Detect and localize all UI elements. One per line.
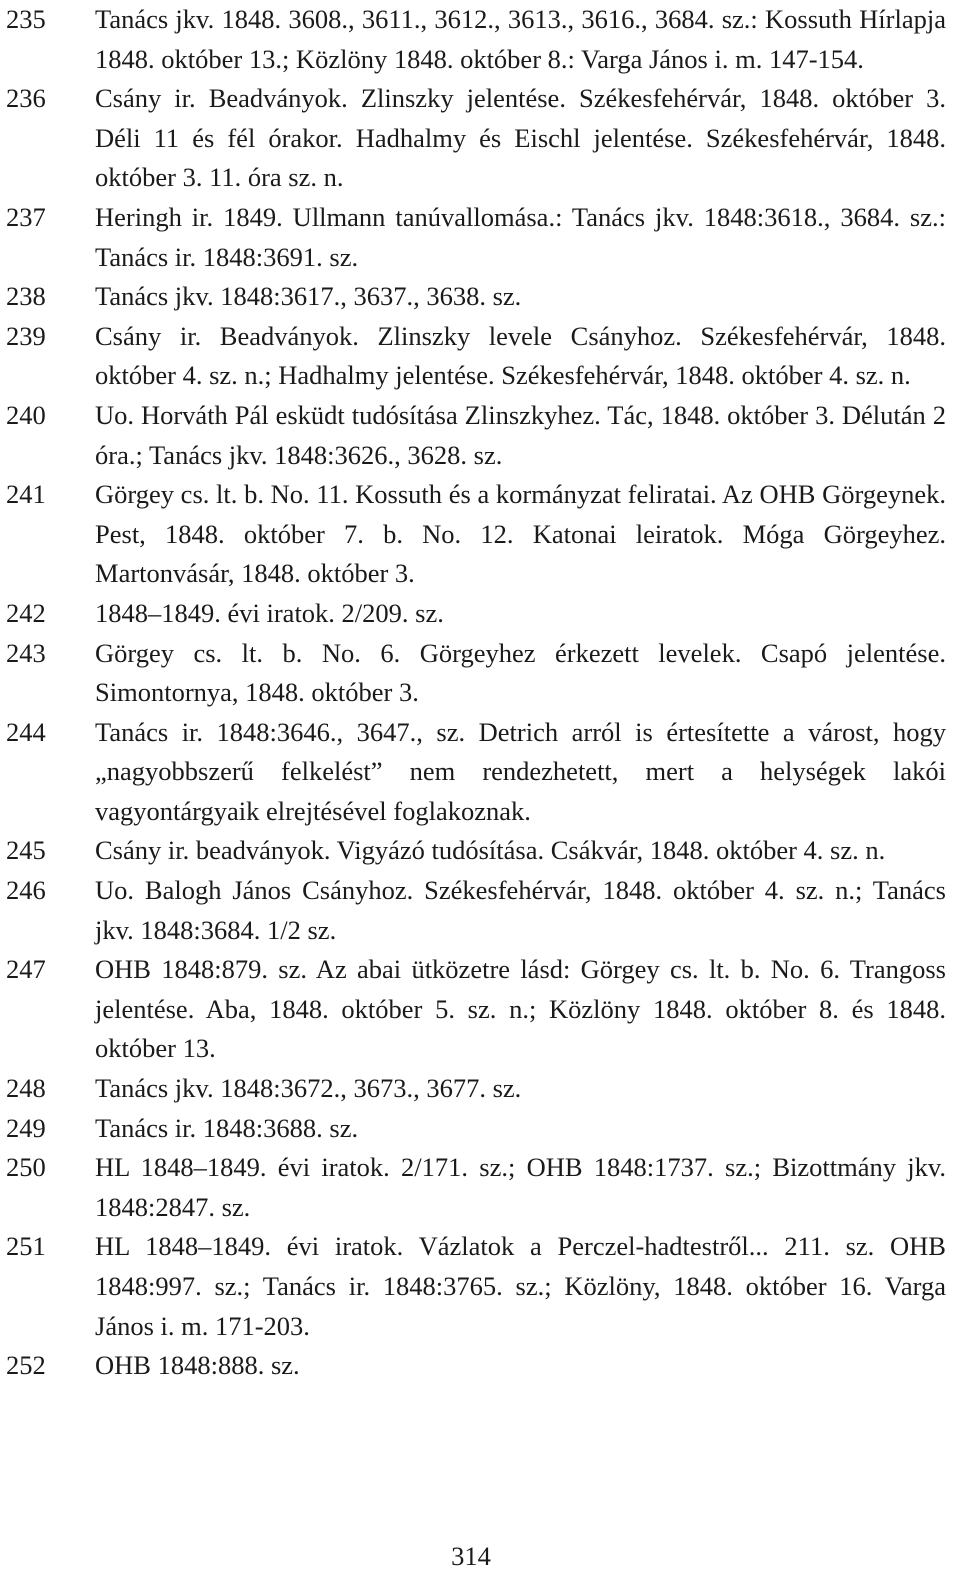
endnote-239 — [0, 317, 960, 396]
endnote-number: 245 — [6, 835, 46, 866]
endnote-250 — [0, 1148, 960, 1227]
endnote-251 — [0, 1227, 960, 1346]
endnote-text: Görgey cs. lt. b. No. 6. Görgeyhez érkezett levelek. Csapó jelentése. Simontornya, 1848. október 3. — [95, 637, 946, 708]
endnote-text: HL 1848–1849. évi iratok. 2/171. sz.; OHB 1848:1737. sz.; Bizottmány jkv. 1848:2847. sz. — [95, 1152, 946, 1222]
endnote-243 — [0, 634, 960, 713]
endnote-number: 237 — [6, 201, 46, 232]
endnote-number: 248 — [6, 1073, 46, 1104]
endnote-text: Csány ir. Beadványok. Zlinszky jelentése. Székesfehérvár, 1848. október 3. Déli 11 és fél órakor. Hadhalmy és Eischl jelentése. Székesfehérvár, 1848. október 3. 11. óra sz. n. — [95, 83, 946, 193]
page-number: 314 — [451, 1541, 491, 1571]
endnote-text: Tanács jkv. 1848. 3608., 3611., 3612., 3613., 3616., 3684. sz.: Kossuth Hírlapja 1848. október 13.; Közlöny 1848. október 8.: Varga János i. m. 147-154. — [95, 4, 946, 74]
endnote-number: 252 — [6, 1350, 46, 1381]
endnote-number: 236 — [6, 83, 46, 114]
endnote-235 — [0, 0, 960, 79]
endnote-text: Tanács jkv. 1848:3672., 3673., 3677. sz. — [95, 1073, 522, 1104]
endnote-text: Csány ir. beadványok. Vigyázó tudósítása. Csákvár, 1848. október 4. sz. n. — [95, 835, 886, 866]
endnote-text: 1848–1849. évi iratok. 2/209. sz. — [95, 597, 444, 628]
endnote-text: Tanács ir. 1848:3646., 3647., sz. Detrich arról is értesítette a várost, hogy „nagyobbszerű felkelést” nem rendezhetett, mert a helységek lakói vagyontárgyaik elrejtésével foglakoznak. — [95, 716, 946, 826]
endnote-246 — [0, 871, 960, 950]
endnote-number: 251 — [6, 1231, 46, 1262]
endnote-number: 246 — [6, 875, 46, 906]
endnote-text: Csány ir. Beadványok. Zlinszky levele Csányhoz. Székesfehérvár, 1848. október 4. sz. n.; Hadhalmy jelentése. Székesfehérvár, 1848. október 4. sz. n. — [95, 320, 946, 391]
endnote-number: 250 — [6, 1152, 46, 1183]
endnote-text: Uo. Horváth Pál esküdt tudósítása Zlinszkyhez. Tác, 1848. október 3. Délután 2 óra.; Tanács jkv. 1848:3626., 3628. sz. — [95, 399, 946, 470]
endnote-242 — [0, 594, 960, 634]
endnote-text: Uo. Balogh János Csányhoz. Székesfehérvár, 1848. október 4. sz. n.; Tanács jkv. 1848:3684. 1/2 sz. — [95, 875, 946, 945]
endnote-text: Tanács jkv. 1848:3617., 3637., 3638. sz. — [95, 281, 522, 312]
endnote-text: Görgey cs. lt. b. No. 11. Kossuth és a kormányzat feliratai. Az OHB Görgeynek. Pest, 1848. október 7. b. No. 12. Katonai leiratok. Móga Görgeyhez. Martonvásár, 1848. október 3. — [95, 479, 946, 589]
endnote-text: Heringh ir. 1849. Ullmann tanúvallomása.: Tanács jkv. 1848:3618., 3684. sz.: Tanács ir. 1848:3691. sz. — [95, 201, 946, 272]
endnote-text: Tanács ir. 1848:3688. sz. — [95, 1112, 359, 1143]
endnote-number: 247 — [6, 954, 46, 985]
endnote-249 — [0, 1109, 960, 1149]
endnote-240 — [0, 396, 960, 475]
endnote-number: 243 — [6, 637, 46, 668]
endnote-244 — [0, 713, 960, 832]
endnote-text: OHB 1848:888. sz. — [95, 1350, 300, 1381]
endnote-number: 240 — [6, 399, 46, 430]
endnote-number: 241 — [6, 479, 46, 510]
endnote-245 — [0, 831, 960, 871]
endnote-236 — [0, 79, 960, 198]
endnote-text: HL 1848–1849. évi iratok. Vázlatok a Perczel-hadtestről... 211. sz. OHB 1848:997. sz.; Tanács ir. 1848:3765. sz.; Közlöny, 1848. október 16. Varga János i. m. 171-203. — [95, 1231, 946, 1341]
endnote-number: 242 — [6, 597, 46, 628]
endnote-number: 238 — [6, 281, 46, 312]
endnote-248 — [0, 1069, 960, 1109]
endnote-text: OHB 1848:879. sz. Az abai ütközetre lásd: Görgey cs. lt. b. No. 6. Trangoss jelentése. Aba, 1848. október 5. sz. n.; Közlöny 1848. október 8. és 1848. október 13. — [95, 954, 946, 1064]
endnote-238 — [0, 277, 960, 317]
endnote-247 — [0, 950, 960, 1069]
endnote-252 — [0, 1346, 960, 1386]
endnote-241 — [0, 475, 960, 594]
endnote-number: 249 — [6, 1112, 46, 1143]
endnote-number: 239 — [6, 320, 46, 351]
endnote-number: 244 — [6, 716, 46, 747]
endnote-237 — [0, 198, 960, 277]
endnote-number: 235 — [6, 4, 46, 34]
